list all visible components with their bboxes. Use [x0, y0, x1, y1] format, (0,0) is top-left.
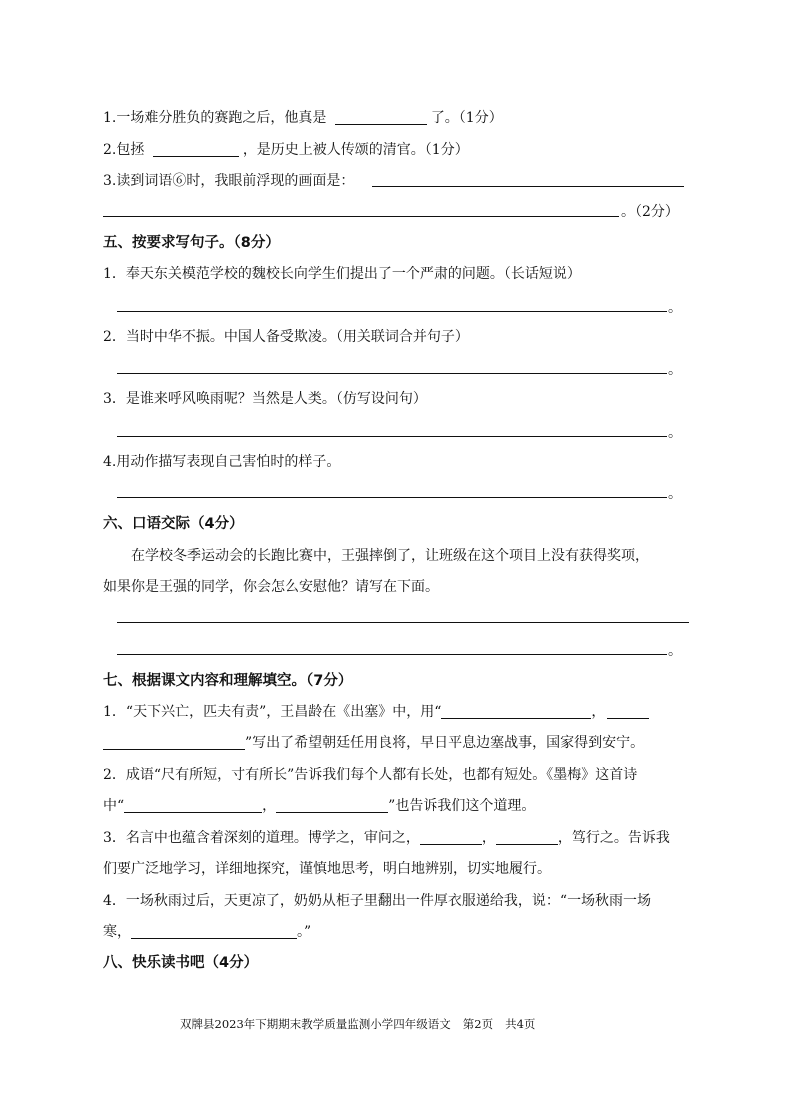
q6-paragraph-line-1: 在学校冬季运动会的长跑比赛中，王强摔倒了，让班级在这个项目上没有获得奖项，: [131, 548, 649, 564]
q7-4-text: 寒，: [103, 924, 131, 940]
answer-line[interactable]: [372, 186, 684, 187]
line-end-mark: 。: [668, 643, 682, 659]
q7-3-comma: ，: [481, 830, 496, 846]
answer-line[interactable]: [117, 622, 689, 623]
q7-2-line-2: [103, 796, 535, 816]
answer-line[interactable]: [117, 654, 667, 655]
q7-1-text-end: ”写出了希望朝廷任用良将，早日平息边塞战事，国家得到安宁。: [245, 735, 645, 751]
section-7-title: 七、根据课文内容和理解填空。（7分）: [103, 673, 353, 689]
answer-blank[interactable]: [103, 735, 245, 750]
answer-line[interactable]: [117, 373, 667, 374]
q5-2: 2．当时中华不振。中国人备受欺凌。（用关联词合并句子）: [103, 329, 469, 345]
q4-3-tail: 。（2分）: [621, 204, 679, 220]
q4-2-text: 2.包拯: [103, 142, 145, 158]
footer-page-number: 第2页: [462, 1017, 494, 1031]
answer-blank[interactable]: [496, 830, 558, 845]
q4-2-text-end: ，是历史上被人传颂的清官。（1分）: [242, 142, 469, 158]
q7-3-line-2: 们要广泛地学习，详细地探究，谨慎地思考，明白地辨别，切实地履行。: [103, 861, 551, 877]
q7-2-text-end: ”也告诉我们这个道理。: [388, 798, 536, 814]
answer-blank[interactable]: [441, 704, 591, 719]
q7-3-text-mid: ，笃行之。告诉我: [557, 830, 670, 846]
answer-line[interactable]: [117, 311, 667, 312]
q4-1-text-end: 了。（1分）: [430, 110, 503, 126]
answer-line[interactable]: [103, 216, 619, 217]
answer-blank[interactable]: [131, 924, 297, 939]
line-end-mark: 。: [668, 486, 682, 502]
q7-4-line-1: 4．一场秋雨过后，天更凉了，奶奶从柜子里翻出一件厚衣服递给我，说：“一场秋雨一场: [103, 893, 652, 909]
q5-4: 4.用动作描写表现自己害怕时的样子。: [103, 454, 341, 470]
answer-blank[interactable]: [276, 798, 388, 813]
q7-1-line-1: [103, 702, 649, 722]
q4-1: [103, 108, 503, 128]
section-5-title: 五、按要求写句子。（8分）: [103, 235, 280, 251]
q4-3-text: 3.读到词语⑥时，我眼前浮现的画面是：: [103, 173, 355, 189]
q7-2-line-1: 2．成语“尺有所短，寸有所长”告诉我们每个人都有长处，也都有短处。《墨梅》这首诗: [103, 767, 638, 783]
q7-1-line-2: [103, 733, 644, 753]
line-end-mark: 。: [668, 425, 682, 441]
footer-total-pages: 共4页: [505, 1017, 536, 1031]
answer-line[interactable]: [117, 497, 667, 498]
footer-exam-title: 双牌县2023年下期期末教学质量监测小学四年级语文: [180, 1017, 451, 1031]
answer-blank[interactable]: [153, 142, 239, 157]
q7-2-comma: ，: [262, 798, 277, 814]
q7-3-line-1: [103, 828, 670, 848]
line-end-mark: 。: [668, 362, 682, 378]
answer-blank[interactable]: [124, 798, 262, 813]
section-6-title: 六、口语交际（4分）: [103, 516, 244, 532]
q5-1: 1．奉天东关模范学校的魏校长向学生们提出了一个严肃的问题。（长话短说）: [103, 266, 581, 282]
q6-paragraph-line-2: 如果你是王强的同学，你会怎么安慰他？请写在下面。: [103, 579, 439, 595]
answer-blank[interactable]: [335, 110, 427, 125]
q4-3: [103, 171, 354, 191]
q4-2: [103, 140, 469, 160]
q7-1-text: 1．“天下兴亡，匹夫有责”，王昌龄在《出塞》中，用“: [103, 704, 442, 720]
q7-4-line-2: [103, 922, 311, 942]
q7-2-text: 中“: [103, 798, 125, 814]
line-end-mark: 。: [668, 300, 682, 316]
q5-3: 3．是谁来呼风唤雨呢？当然是人类。（仿写设问句）: [103, 391, 427, 407]
section-8-title: 八、快乐读书吧（4分）: [103, 955, 259, 971]
q7-4-text-end: 。”: [297, 924, 312, 940]
q7-1-comma: ，: [591, 704, 606, 720]
q7-3-text: 3．名言中也蕴含着深刻的道理。博学之，审问之，: [103, 830, 420, 846]
answer-line[interactable]: [117, 436, 667, 437]
answer-blank[interactable]: [607, 704, 649, 719]
answer-blank[interactable]: [420, 830, 482, 845]
q4-1-text: 1.一场难分胜负的赛跑之后，他真是: [103, 110, 327, 126]
page-footer: [180, 1016, 547, 1032]
